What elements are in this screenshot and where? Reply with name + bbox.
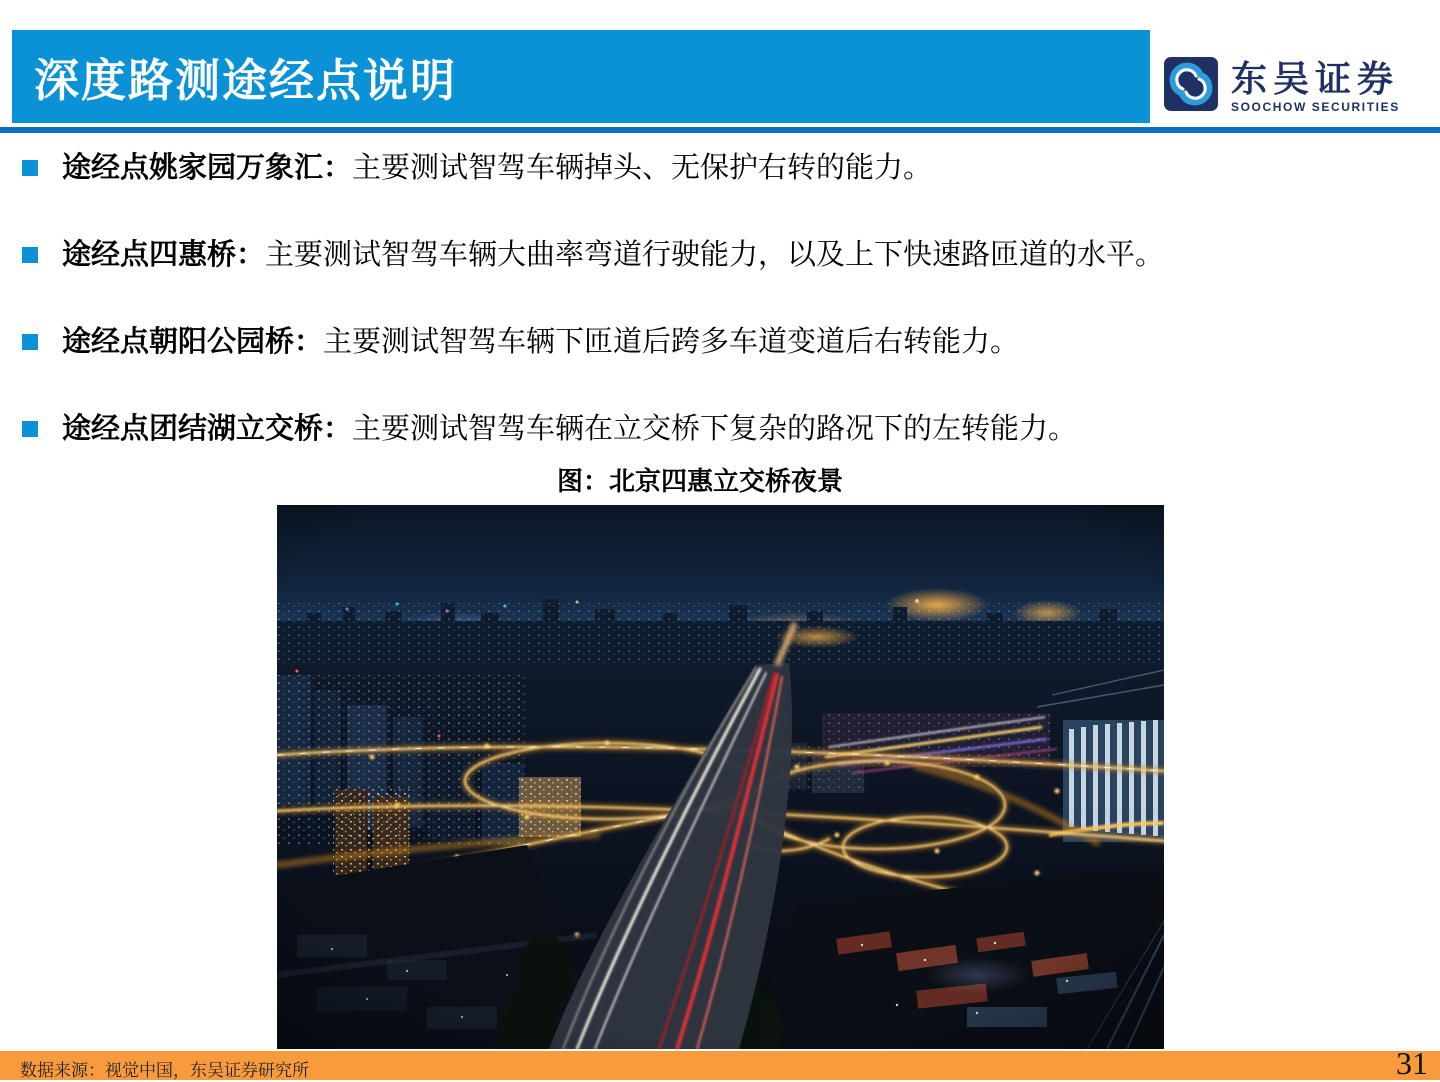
page-number: 31 [1396,1045,1428,1081]
bullet-square-icon [22,247,38,263]
list-item [22,239,1402,271]
bullet-body: 主要测试智驾车辆下匝道后跨多车道变道后右转能力。 [323,326,1020,358]
bullet-label: 途经点朝阳公园桥： [62,326,324,358]
bullet-label: 途经点四惠桥： [62,239,266,271]
page-title: 深度路测途经点说明 [34,55,458,106]
figure-caption: 图：北京四惠立交桥夜景 [556,466,843,496]
header-bar [12,30,1150,123]
waypoint-bullet-list [22,152,1402,500]
bullet-label: 途经点团结湖立交桥： [62,413,353,445]
bullet-label: 途经点姚家园万象汇： [62,152,353,184]
footer-bar [0,1045,1440,1081]
header-divider [0,127,1440,133]
logo-name-en: SOOCHOW SECURITIES [1231,99,1400,114]
soochow-logo-icon [1163,56,1219,117]
soochow-securities-logo [1163,56,1400,117]
logo-text [1231,57,1400,114]
bullet-body: 主要测试智驾车辆掉头、无保护右转的能力。 [352,152,933,184]
bullet-square-icon [22,160,38,176]
interchange-night-photo [277,505,1164,1049]
list-item [22,413,1402,445]
bullet-square-icon [22,421,38,437]
data-source-note: 数据来源：视觉中国，东吴证券研究所 [20,1061,309,1080]
bullet-body: 主要测试智驾车辆在立交桥下复杂的路况下的左转能力。 [352,413,1078,445]
bullet-body: 主要测试智驾车辆大曲率弯道行驶能力，以及上下快速路匝道的水平。 [265,239,1165,271]
bullet-square-icon [22,334,38,350]
logo-name-cn: 东吴证券 [1231,57,1400,99]
list-item [22,326,1402,358]
list-item [22,152,1402,184]
